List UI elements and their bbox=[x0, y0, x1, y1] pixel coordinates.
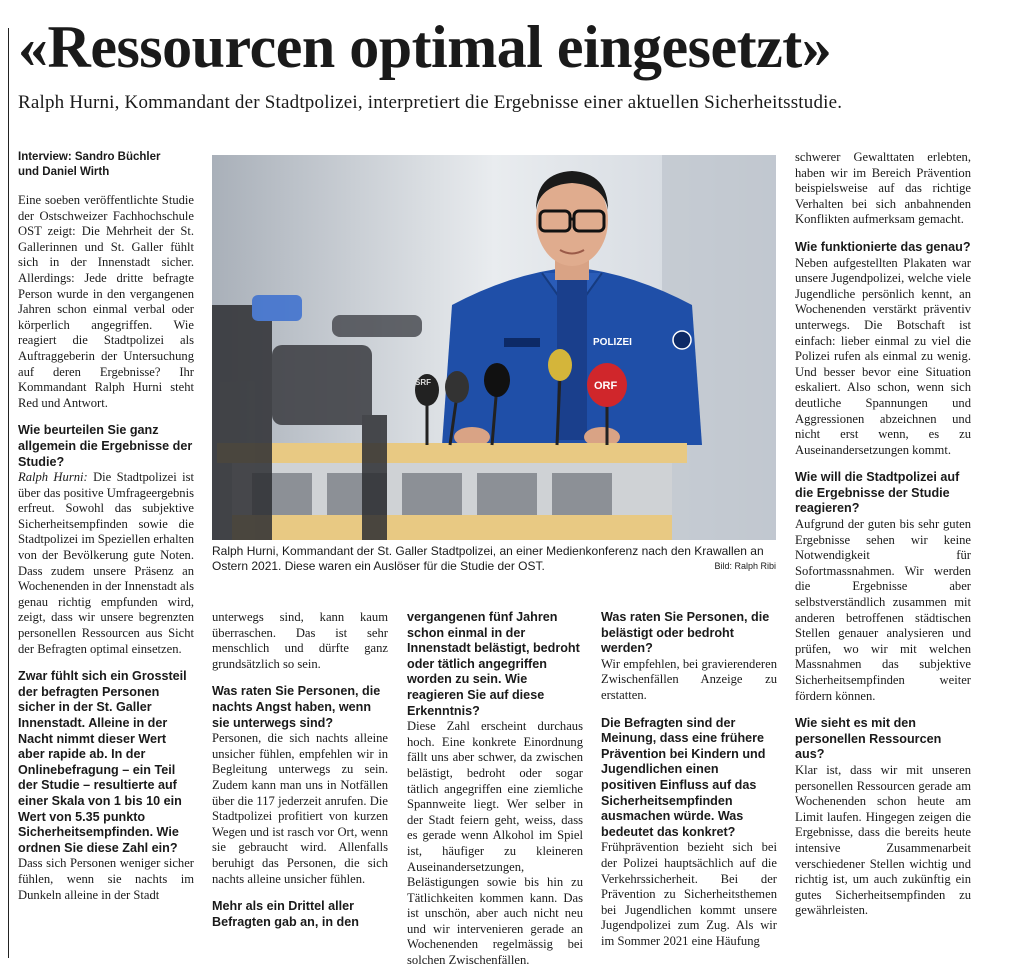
article-column-4 bbox=[601, 610, 777, 949]
left-column-rule bbox=[8, 28, 9, 958]
byline: Interview: Sandro Büchler und Daniel Wirth bbox=[18, 151, 161, 178]
answer-6-part-2: schwerer Gewalttaten erlebten, haben wir im Bereich Prävention beispielsweise auf das richtige Verhalten bei sich anbahnenden Konflikten aufmerksam gemacht. bbox=[795, 150, 971, 227]
answer-5: Wir empfehlen, bei gravierenderen Zwischenfällen Anzeige zu erstatten. bbox=[601, 656, 777, 702]
question-4-part-1: Mehr als ein Drittel aller Befragten gab an, in den bbox=[212, 899, 359, 929]
answer-2-part-1: Dass sich Personen weniger sicher fühlen, wenn sie nachts im Dunkeln alleine in der Stadt bbox=[18, 856, 194, 902]
mic-flag-orf: ORF bbox=[594, 380, 618, 392]
answer-4: Diese Zahl erscheint durchaus hoch. Eine konkrete Einordnung fällt uns aber schwer, da zwischen belästigt, bedroht oder sogar tätlich angegriffen eine ziemliche Spannweite liegt. Wer selber in der Stadt feiern geht, weiss, dass es gerade wenn Alkohol im Spiel ist, häufiger zu kleineren Auseinandersetzungen, Belästigungen sowie bis hin zu Tätlichkeiten kommen kann. Das ist unschön, aber auch nicht neu und wir intervenieren gerade an Wochenenden regelmässig bei solchen Zwischenfällen. bbox=[407, 719, 583, 968]
photo-illustration bbox=[212, 155, 776, 540]
answer-6-part-1: Frühprävention bezieht sich bei der Polizei hauptsächlich auf die Verkehrssicherheit. Bei der Prävention zu Sicherheitsthemen bei Jugendlichen kommt unsere Jugendpolizei zum Zug. Als wir im Sommer 2021 eine Häufung bbox=[601, 840, 777, 948]
photo-caption: Ralph Hurni, Kommandant der St. Galler Stadtpolizei, an einer Medienkonferenz nach den Krawallen an Ostern 2021. Diese waren ein Auslöser für die Studie der OST. Bild: Ralph Ribi bbox=[212, 544, 776, 573]
uniform-badge-label: POLIZEI bbox=[593, 337, 632, 348]
photo-credit: Bild: Ralph Ribi bbox=[714, 561, 776, 571]
answer-2-part-2: unterwegs sind, kann kaum überraschen. Das ist sehr menschlich und dürfte ganz grundsätzlich so sein. bbox=[212, 610, 388, 671]
question-1: Wie beurteilen Sie ganz allgemein die Ergebnisse der Studie? bbox=[18, 423, 193, 469]
question-3: Was raten Sie Personen, die nachts Angst haben, wenn sie unterwegs sind? bbox=[212, 684, 381, 730]
answer-9: Klar ist, dass wir mit unseren personellen Ressourcen gerade am Wochenenden schon heute am Limit laufen. Hingegen zeigen die Ergebnisse, dass die bereits heute intensive Zusammenarbeit verschiedener Stellen wichtig und richtig ist, um auch zukünftig ein gutes Sicherheitsempfinden zu gewährleisten. bbox=[795, 762, 971, 918]
article-column-2 bbox=[212, 610, 388, 930]
article-column-5 bbox=[795, 150, 971, 919]
article-column-1 bbox=[18, 150, 194, 903]
headline: «Ressourcen optimal eingesetzt» bbox=[18, 14, 832, 80]
question-7: Wie funktionierte das genau? bbox=[795, 239, 971, 254]
press-conference-photo bbox=[212, 155, 776, 540]
answer-7: Neben aufgestellten Plakaten war unsere Jugendpolizei, welche viele Jugendliche persönlich kennt, an Wochenenden verstärkt präventiv unterwegs. Die Botschaft ist einfach: lieber einmal zu viel die Polizei rufen als einmal zu wenig. Und besser bevor eine Situation eskaliert. Also schon, wenn sich deutliche Spannungen und Aggressionen abzeichnen und nicht erst wenn, es zu Auseinandersetzungen kommt. bbox=[795, 255, 971, 457]
question-2: Zwar fühlt sich ein Grossteil der befragten Personen sicher in der St. Galler Innenstadt. Alleine in der Nacht nimmt dieser Wert aber rapide ab. In der Onlinebefragung – ein Teil der Studie – resultierte auf einer Skala von 1 bis 10 ein Wert von 5.35 punkto Sicherheitsempfinden. Wie ordnen Sie diese Zahl ein? bbox=[18, 669, 187, 855]
lead-text: Ralph Hurni, Kommandant der Stadtpolizei, interpretiert die Ergebnisse einer aktuellen Sicherheitsstudie. bbox=[18, 92, 843, 113]
article-column-3 bbox=[407, 610, 583, 969]
question-8: Wie will die Stadtpolizei auf die Ergebnisse der Studie reagieren? bbox=[795, 470, 960, 516]
intro-paragraph: Eine soeben veröffentlichte Studie der Ostschweizer Fachhochschule OST zeigt: Die Mehrheit der St. Gallerinnen und St. Galler fühlt sich in der Innenstadt sicher. Allerdings: Jede dritte befragte Person wurde in den vergangenen Jahren schon einmal verbal oder körperlich angegriffen. Wie reagiert die Stadtpolizei als Auftraggeberin der Untersuchung auf deren Ergebnisse? Ihr Kommandant Ralph Hurni steht Red und Antwort. bbox=[18, 193, 194, 410]
speaker-label: Ralph Hurni: bbox=[18, 470, 88, 485]
answer-8: Aufgrund der guten bis sehr guten Ergebnisse sehen wir keine Notwendigkeit für Sofortmassnahmen. Wir werden die Ergebnisse aber selbstverständlich zusammen mit anderen betroffenen städtischen Stellen genauer analysieren und prüfen, wo wir mit welchen Massnahmen das subjektive Sicherheitsempfinden weiter fördern können. bbox=[795, 517, 971, 703]
question-4-part-2: vergangenen fünf Jahren schon einmal in der Innenstadt belästigt, bedroht oder tätlich angegriffen worden zu sein. Wie reagieren Sie auf diese Erkenntnis? bbox=[407, 610, 580, 718]
answer-1: Ralph Hurni: Die Stadtpolizei ist über das positive Umfrageergebnis erfreut. Sowohl das subjektive Sicherheitsempfinden sowie die Stadtpolizei im Speziellen erhalten von der Bevölkerung gute Noten. Dass zudem unsere Präsenz an Wochenenden in der Innenstadt als genau richtig empfunden wird, zeigt, dass wir unsere begrenzten personellen Ressourcen aus Sicht der Befragten optimal einsetzen. bbox=[18, 470, 194, 656]
question-9: Wie sieht es mit den personellen Ressourcen aus? bbox=[795, 716, 942, 762]
mic-flag-srf: SRF bbox=[415, 378, 431, 387]
question-6: Die Befragten sind der Meinung, dass eine frühere Prävention bei Kindern und Jugendlichen einen positiven Einfluss auf das Sicherheitsempfinden ausmachen würde. Was bedeutet das konkret? bbox=[601, 715, 766, 839]
answer-3: Personen, die sich nachts alleine unsicher fühlen, empfehlen wir in Begleitung unterwegs zu sein. Zudem kann man uns in Notfällen über die 117 jederzeit anrufen. Die Stadtpolizei profitiert von kurzen Wegen und ist rasch vor Ort, wenn sie gebraucht wird. Allenfalls beruhigt das Personen, die sich nachts alleine unsicher fühlen. bbox=[212, 731, 388, 886]
question-5: Was raten Sie Personen, die belästigt oder bedroht werden? bbox=[601, 610, 770, 656]
